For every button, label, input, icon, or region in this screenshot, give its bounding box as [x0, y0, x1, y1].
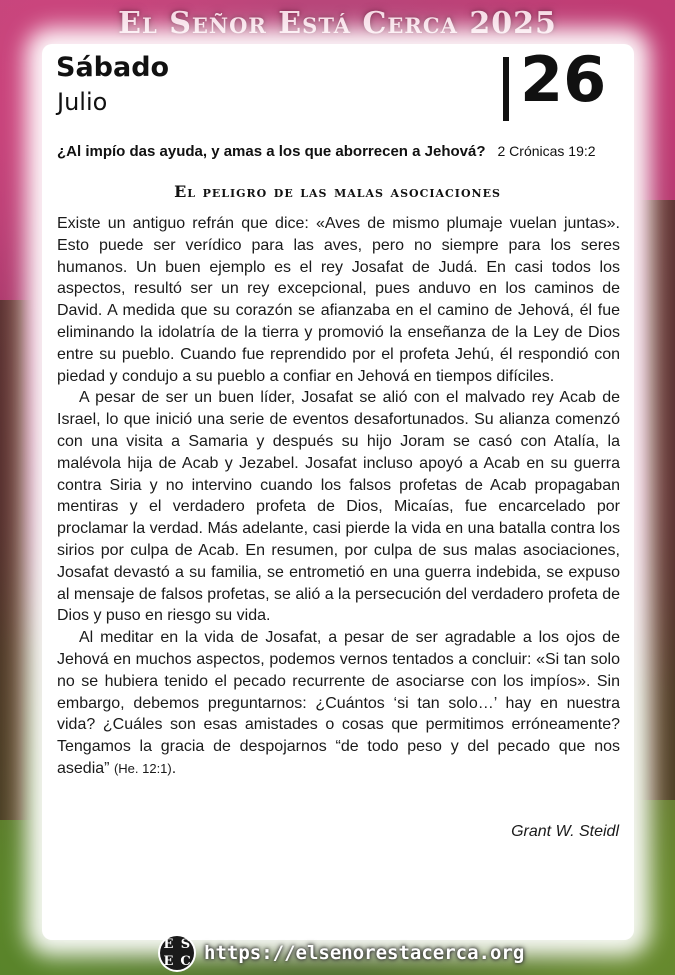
footer	[160, 935, 524, 971]
article-paragraph: A pesar de ser un buen líder, Josafat se alió con el malvado rey Acab de Israel, lo que inició una serie de eventos desafortunados. Su alianza comenzó con una visita a Samaria y después su hijo Joram se casó con Atalía, la malévola hija de Acab y Jezabel. Josafat incluso apoyó a Acab en su guerra contra Siria y no intervino cuando los falsos profetas de Acab propagaban mentiras y el verdadero profeta de Dios, Micaías, fue encarcelado por proclamar la verdad. Más adelante, casi pierde la vida en una batalla contra los sirios por culpa de Acab. En resumen, por culpa de sus malas asociaciones, Josafat devastó a su familia, se entrometió en una guerra indebida, se expuso al mensaje de falsos profetas, se alió a la persecución del verdadero profeta de Dios y puso en riesgo su vida.	[57, 389, 621, 625]
logo-letter: C	[180, 954, 191, 969]
logo-letter: E	[163, 954, 174, 969]
date-divider	[503, 57, 509, 121]
article-paragraph-text: Al meditar en la vida de Josafat, a pesar de ser agradable a los ojos de Jehová en muchos aspectos, podemos vernos tentados a concluir: «Si tan solo no se hubiera tenido el pecado recurrente de asociarse con los impíos». Sin embargo, debemos preguntarnos: ¿Cuántos ‘si tan solo…’ hay en nuestra vida? ¿Cuáles son esas amistades o cosas que permitimos erróneamente? Tengamos la gracia de despojarnos “de todo peso y del pecado que nos asedia”	[57, 629, 620, 777]
background-tree-left	[0, 300, 34, 820]
publication-title: El Señor Está Cerca 2025	[118, 6, 557, 41]
verse-reference: 2 Crónicas 19:2	[497, 143, 596, 159]
logo-letter: S	[180, 937, 191, 952]
verse-text: ¿Al impío das ayuda, y amas a los que aborrecen a Jehová?	[57, 143, 486, 160]
author-signature: Grant W. Steidl	[511, 823, 619, 840]
day-name: Sábado	[56, 52, 170, 83]
esec-logo-icon	[160, 936, 194, 970]
article-body	[57, 213, 620, 780]
article-paragraph: Existe un antiguo refrán que dice: «Aves de mismo plumaje vuelan juntas». Esto puede ser verídico para las aves, pero no siempre para los seres humanos. Un buen ejemplo es el rey Josafat de Judá. En casi todos los aspectos, resultó ser un rey excepcional, pues anduvo en los caminos de David. A medida que su corazón se afianzaba en el camino de Jehová, él fue eliminando la idolatría de la tierra y promovió la enseñanza de la Ley de Dios entre su pueblo. Cuando fue reprendido por el profeta Jehú, él respondió con piedad y condujo a su pueblo a confiar en Jehová en tiempos difíciles.	[57, 215, 620, 385]
website-link[interactable]: https://elsenorestacerca.org	[204, 942, 525, 964]
daily-verse	[57, 143, 620, 160]
final-punctuation: .	[171, 759, 177, 777]
article-paragraph	[57, 627, 620, 780]
logo-letter: E	[163, 937, 174, 952]
background-tree-right	[635, 200, 675, 800]
article-title: El peligro de las malas asociaciones	[174, 182, 501, 201]
month-name: Julio	[57, 88, 108, 116]
day-number: 26	[520, 43, 607, 116]
scripture-reference: (He. 12:1)	[113, 760, 172, 776]
